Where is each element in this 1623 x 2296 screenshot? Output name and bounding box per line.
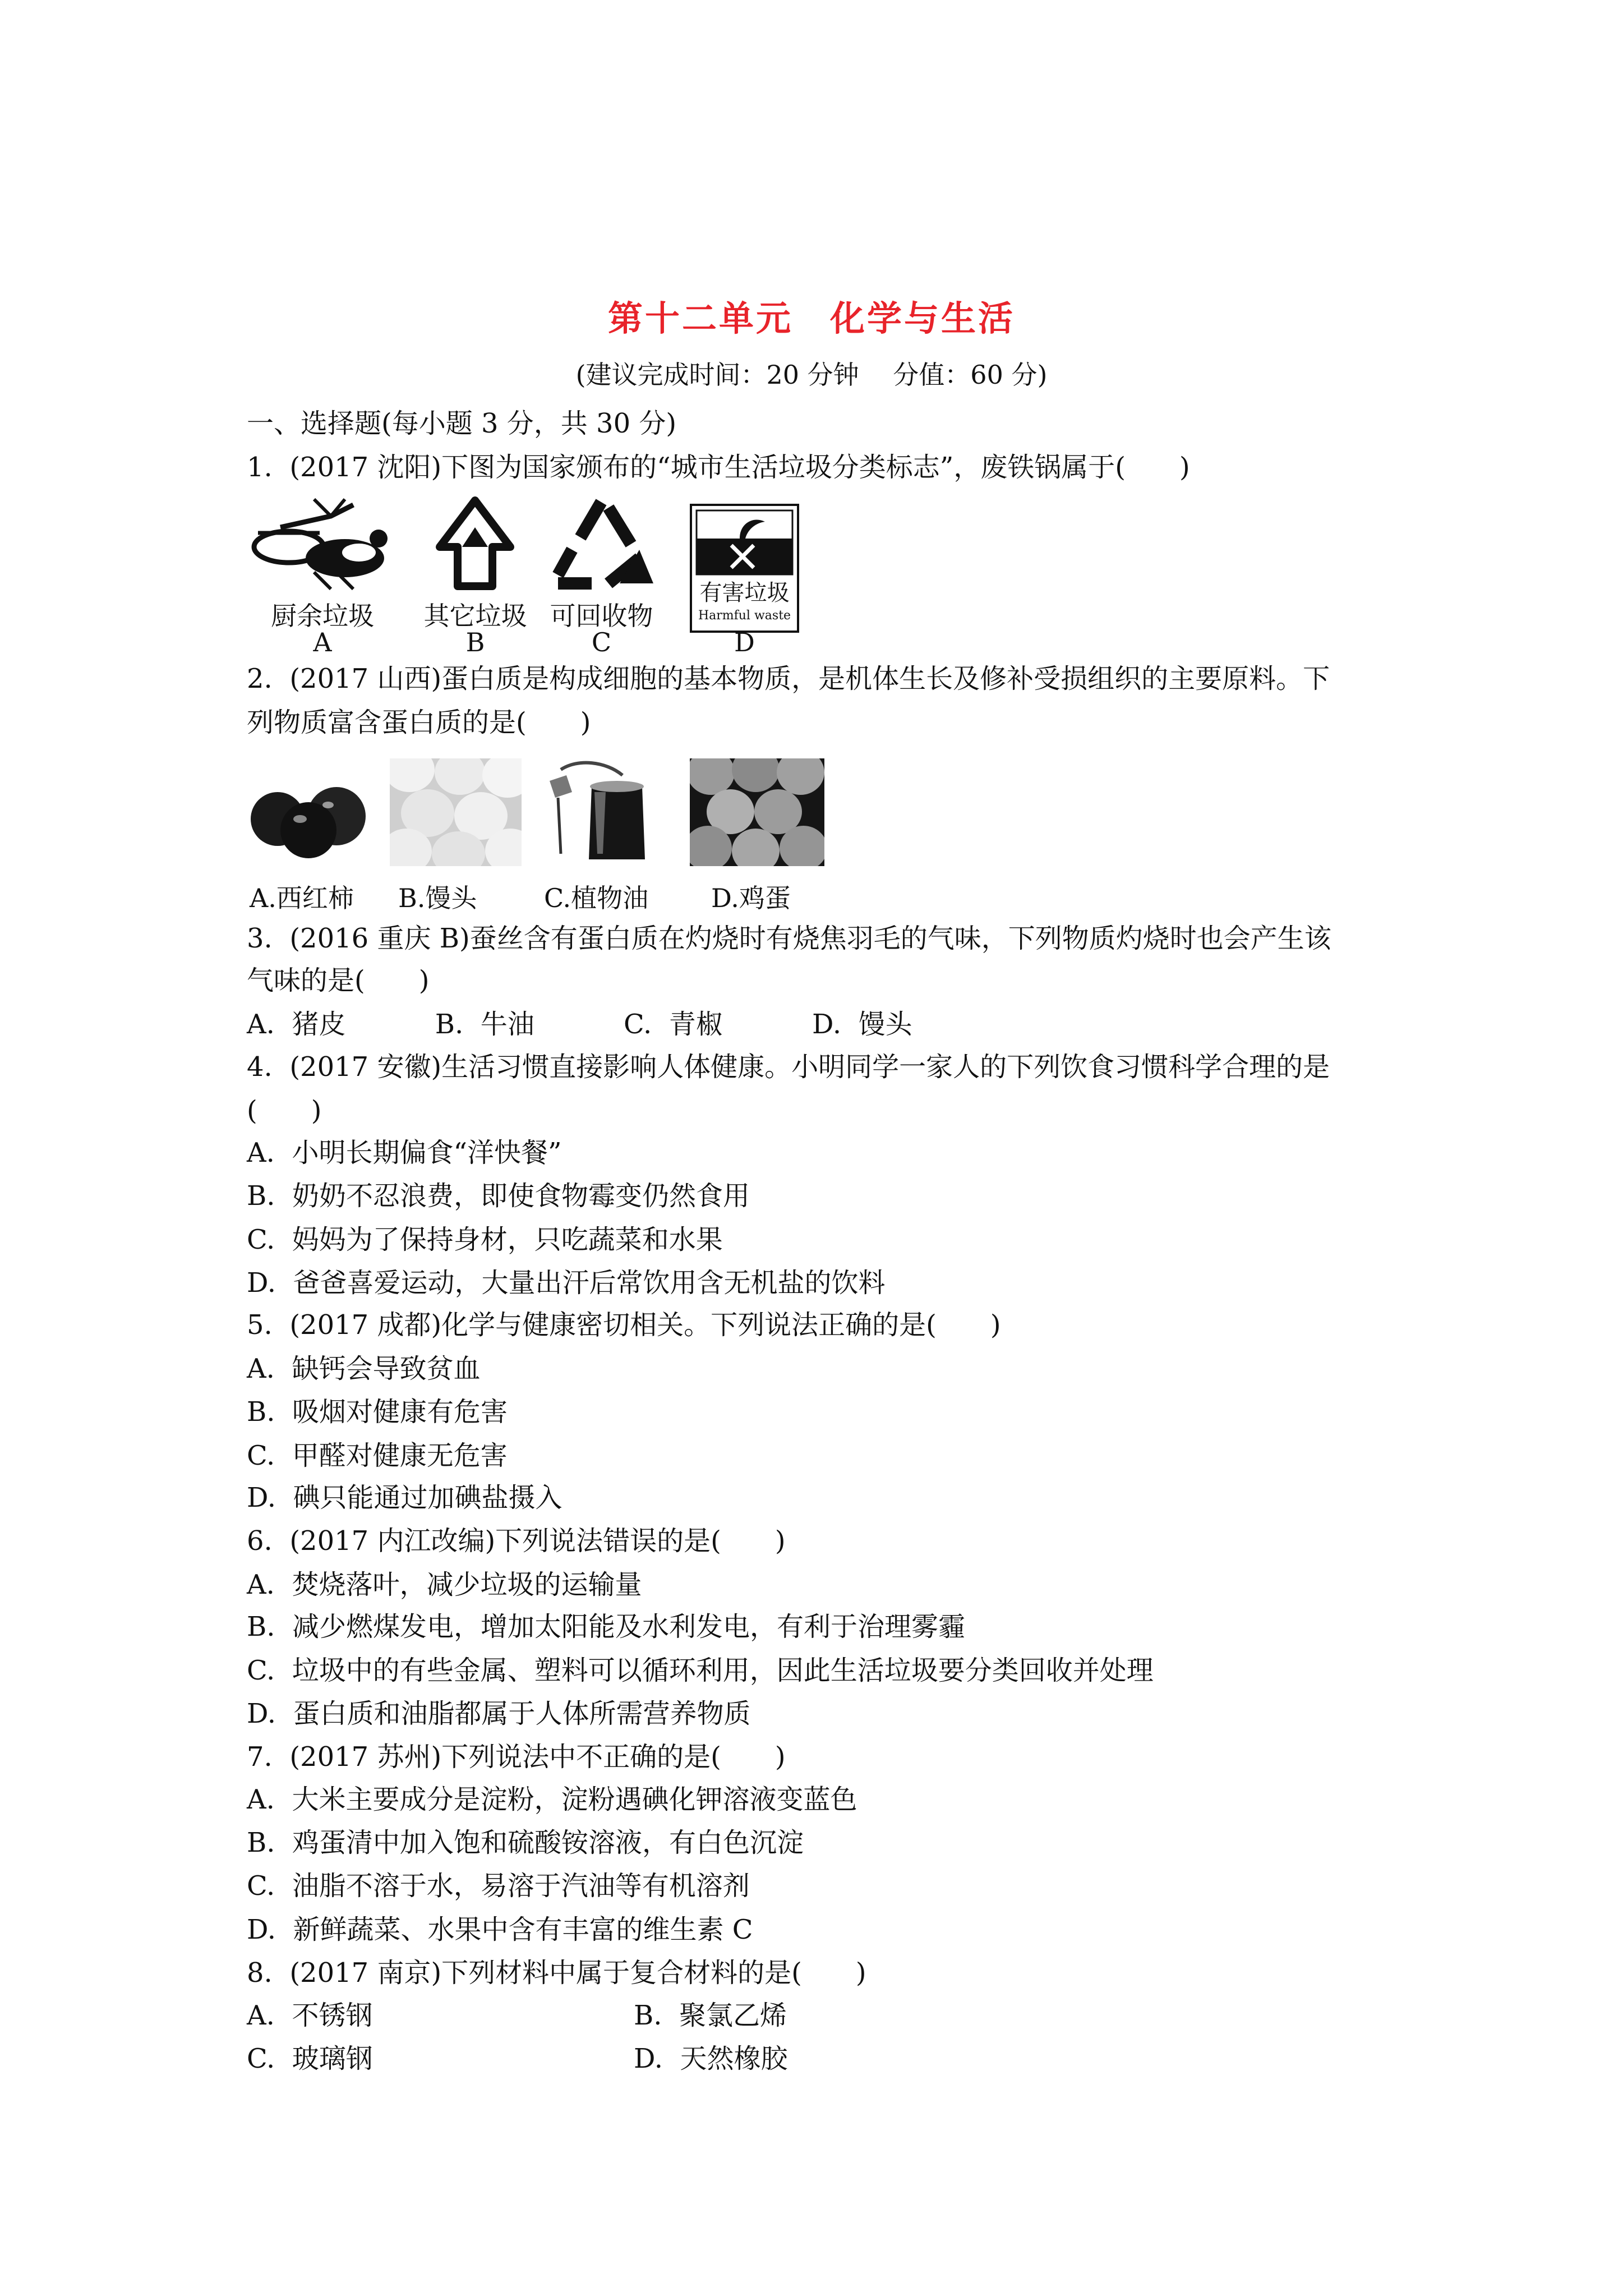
photo-a-caption: A.西红柿	[250, 883, 354, 913]
question-4-line-2: ( )	[247, 1095, 322, 1126]
question-4-line-1: 4. (2017 安徽)生活习惯直接影响人体健康。小明同学一家人的下列饮食习惯科学合理的是	[247, 1051, 1330, 1083]
question-1-stem: 1. (2017 沈阳)下图为国家颁布的“城市生活垃圾分类标志”，废铁锅属于( )	[247, 452, 1190, 483]
question-7-stem: 7. (2017 苏州)下列说法中不正确的是( )	[247, 1741, 786, 1773]
other-waste-icon	[426, 494, 524, 592]
figure-c-caption: 可回收物	[550, 601, 653, 631]
figure-d-subcaption: Harmful waste	[698, 609, 791, 623]
recyclable-icon	[541, 494, 662, 592]
question-4-option-d: D. 爸爸喜爱运动，大量出汗后常饮用含无机盐的饮料	[247, 1267, 886, 1299]
question-5-option-c: C. 甲醛对健康无危害	[247, 1440, 508, 1471]
question-5-stem: 5. (2017 成都)化学与健康密切相关。下列说法正确的是( )	[247, 1309, 1001, 1341]
question-7-option-a: A. 大米主要成分是淀粉，淀粉遇碘化钾溶液变蓝色	[247, 1784, 857, 1815]
question-3-line-2: 气味的是( )	[247, 965, 430, 996]
vegetable-oil-photo	[538, 758, 653, 866]
section-heading: 一、选择题(每小题 3 分，共 30 分)	[247, 408, 677, 439]
figure-c-letter: C	[591, 627, 612, 657]
question-6-option-b: B. 减少燃煤发电，增加太阳能及水利发电，有利于治理雾霾	[247, 1611, 966, 1642]
question-8-option-c: C. 玻璃钢	[247, 2043, 373, 2074]
question-8-option-b: B. 聚氯乙烯	[634, 2000, 787, 2031]
tomato-photo	[247, 763, 373, 861]
question-6-option-a: A. 焚烧落叶，减少垃圾的运输量	[247, 1569, 642, 1600]
question-6-option-c: C. 垃圾中的有些金属、塑料可以循环利用，因此生活垃圾要分类回收并处理	[247, 1655, 1154, 1686]
eggs-photo	[690, 758, 824, 866]
question-8-option-a: A. 不锈钢	[247, 2000, 373, 2031]
figure-b-letter: B	[465, 627, 485, 657]
food-waste-icon	[247, 494, 398, 592]
question-8-stem: 8. (2017 南京)下列材料中属于复合材料的是( )	[247, 1957, 866, 1989]
steamed-bun-photo	[390, 758, 522, 866]
question-2-line-2: 列物质富含蛋白质的是( )	[247, 707, 591, 738]
question-7-option-d: D. 新鲜蔬菜、水果中含有丰富的维生素 C	[247, 1914, 753, 1945]
figure-b-caption: 其它垃圾	[423, 601, 527, 631]
question-7-option-b: B. 鸡蛋清中加入饱和硫酸铵溶液，有白色沉淀	[247, 1827, 804, 1858]
question-5-option-a: A. 缺钙会导致贫血	[247, 1353, 481, 1384]
time-and-score-note: (建议完成时间：20 分钟 分值：60 分)	[575, 360, 1048, 390]
question-8-option-d: D. 天然橡胶	[634, 2043, 788, 2074]
question-6-option-d: D. 蛋白质和油脂都属于人体所需营养物质	[247, 1698, 751, 1729]
photo-d-caption: D.鸡蛋	[711, 883, 791, 913]
question-3-options: A. 猪皮 B. 牛油 C. 青椒 D. 馒头	[247, 1009, 912, 1040]
question-2-line-1: 2. (2017 山西)蛋白质是构成细胞的基本物质，是机体生长及修补受损组织的主要原料。下	[247, 663, 1330, 694]
figure-a-letter: A	[313, 627, 332, 657]
harmful-waste-icon	[692, 506, 797, 579]
question-4-option-a: A. 小明长期偏食“洋快餐”	[247, 1137, 562, 1168]
harmful-waste-sign	[690, 504, 799, 633]
figure-d-caption: 有害垃圾	[699, 580, 790, 606]
question-5-option-d: D. 碘只能通过加碘盐摄入	[247, 1482, 562, 1513]
question-3-line-1: 3. (2016 重庆 B)蚕丝含有蛋白质在灼烧时有烧焦羽毛的气味，下列物质灼烧时也会产生该	[247, 923, 1331, 954]
figure-d-letter: D	[734, 627, 755, 657]
unit-title: 第十二单元 化学与生活	[607, 298, 1015, 339]
question-7-option-c: C. 油脂不溶于水，易溶于汽油等有机溶剂	[247, 1870, 750, 1902]
question-6-stem: 6. (2017 内江改编)下列说法错误的是( )	[247, 1525, 786, 1557]
figure-a-caption: 厨余垃圾	[271, 601, 374, 631]
question-4-option-b: B. 奶奶不忍浪费，即使食物霉变仍然食用	[247, 1180, 750, 1212]
photo-c-caption: C.植物油	[544, 883, 649, 913]
question-4-option-c: C. 妈妈为了保持身材，只吃蔬菜和水果	[247, 1224, 723, 1255]
question-5-option-b: B. 吸烟对健康有危害	[247, 1396, 508, 1428]
photo-b-caption: B.馒头	[398, 883, 477, 913]
